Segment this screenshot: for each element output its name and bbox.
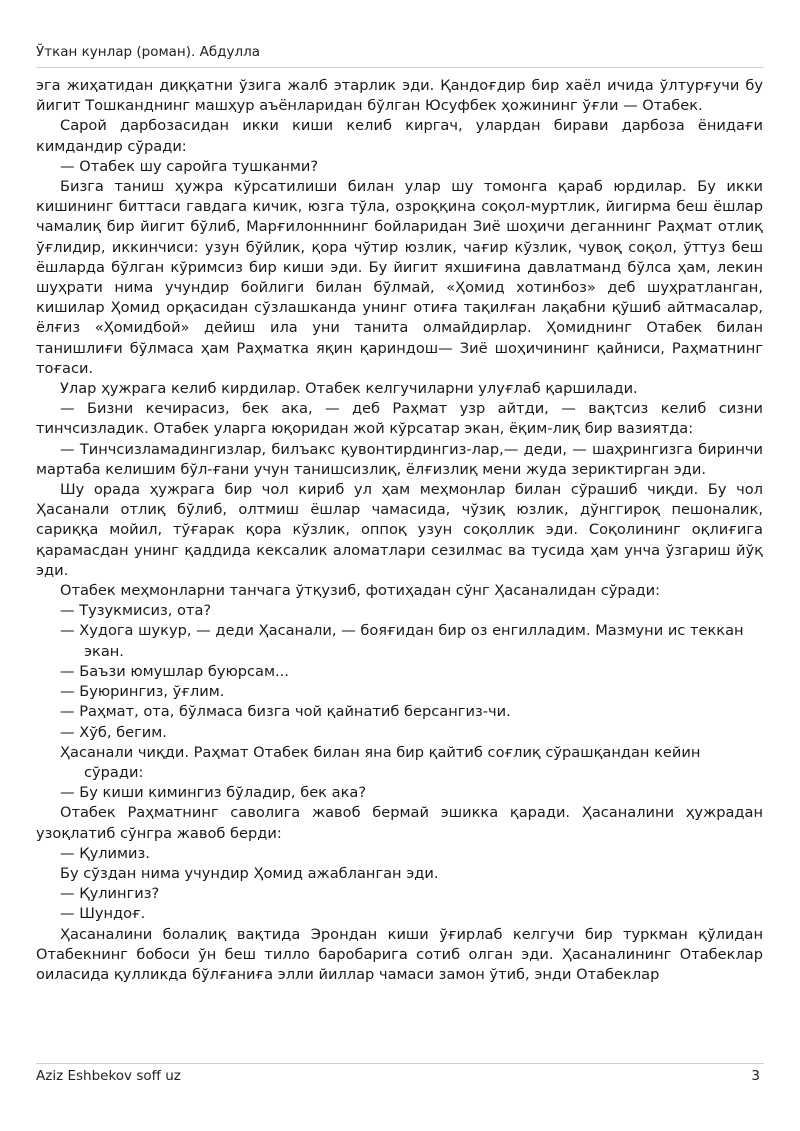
document-body	[36, 76, 763, 985]
paragraph: — Отабек шу саройга тушканми?	[60, 157, 319, 175]
paragraph: — Қулингиз?	[60, 885, 160, 903]
paragraph: Отабек Раҳматнинг саволига жавоб бермай эшикка қаради. Ҳасаналини ҳужрадан узоқлатиб сўнгра жавоб берди:	[36, 804, 763, 842]
header-divider	[36, 67, 764, 68]
paragraph: Улар ҳужрага келиб кирдилар. Отабек келгучиларни улуғлаб қаршилади.	[60, 380, 638, 398]
paragraph: Сарой дарбозасидан икки киши келиб киргач, улардан бирави дарбоза ёнидағи кимдандир сўради:	[36, 117, 763, 155]
paragraph: — Хўб, бегим.	[60, 723, 167, 741]
paragraph: — Шундоғ.	[60, 905, 146, 923]
paragraph: Отабек меҳмонларни танчага ўтқузиб, фотиҳадан сўнг Ҳасаналидан сўради:	[60, 582, 661, 600]
page-header: Ўткан кунлар (роман). Абдулла	[36, 44, 261, 60]
paragraph: Бизга таниш ҳужра кўрсатилиши билан улар шу томонга қараб юрдилар. Бу икки кишининг биттаси гавдага кичик, юзга тўла, озроққина соқол-муртлик, йигирма беш ёшлар чамалиқ бир йигит бўлиб, Марғилонннинг бойларидан Зиё шоҳичи деганнинг Раҳмат отлиқ ўғлидир, иккинчиси: узун бўйлик, қора чўтир юзлик, чағир кўзлик, чувоқ соқол, ўттуз беш ёшларда бўлган кўримсиз бир киши эди. Бу йигит яхшиғина давлатманд бўлса ҳам, лекин шуҳрати нима учундир бойлиги билан бўлмай, «Ҳомид хотинбоз» деб шуҳратланган, кишилар Ҳомид орқасидан сўзлашканда унинг отиға тақилған лақабни қўшиб айтмасалар, ёлғиз «Ҳомидбой» дейиш ила уни танита олмайдирлар. Ҳомиднинг Отабек билан танишлиғи бўлмаса ҳам Раҳматка яқин қариндош— Зиё шоҳичининг қайниси, Раҳматнинг тоғаси.	[36, 178, 763, 377]
paragraph: — Буюрингиз, ўғлим.	[60, 683, 225, 701]
paragraph: Ҳасанали чиқди. Раҳмат Отабек билан яна бир қайтиб соғлиқ сўрашқандан кейин сўради:	[60, 743, 701, 781]
footer-source: Aziz Eshbekov soff uz	[36, 1068, 181, 1084]
paragraph: Шу орада ҳужрага бир чол кириб ул ҳам меҳмонлар билан сўрашиб чиқди. Бу чол Ҳасанали отлиқ бўлиб, олтмиш ёшлар чамасида, чўзиқ юзлик, дўнггироқ пешоналик, сариққа мойил, тўғарак қора кўзлик, оппоқ узун соқоллик эди. Соқолининг оқлиғига қарамасдан унинг қаддида кексалик аломатлари сезилмас ва тусида ҳам унча ўзгариш йўқ эди.	[36, 481, 763, 579]
paragraph: Бу сўздан нима учундир Ҳомид ажабланган эди.	[60, 864, 439, 882]
paragraph: Ҳасаналини болалиқ вақтида Эрондан киши ўғирлаб келгучи бир туркман қўлидан Отабекнинг бобоси ўн беш тилло баробарига сотиб олган эди. Ҳасаналининг Отабеклар оиласида қулликда бўлғаниға элли йиллар чамаси замон ўтиб, энди Отабеклар	[36, 925, 763, 983]
paragraph: — Бизни кечирасиз, бек ака, — деб Раҳмат узр айтди, — вақтсиз келиб сизни тинчсизладик. Отабек уларга юқоридан жой кўрсатар экан, ёқим-лиқ бир вазиятда:	[36, 400, 763, 438]
footer-divider	[36, 1063, 764, 1064]
paragraph: — Тузукмисиз, ота?	[60, 602, 212, 620]
paragraph: эга жиҳатидан диққатни ўзига жалб этарлик эди. Қандоғдир бир хаёл ичида ўлтурғучи бу йигит Тошканднинг машҳур аъёнларидан бўлган Юсуфбек ҳожининг ўғли — Отабек.	[36, 77, 763, 115]
paragraph: — Қулимиз.	[60, 844, 150, 862]
paragraph: — Баъзи юмушлар буюрсам...	[60, 662, 289, 680]
paragraph: — Худога шукур, — деди Ҳасанали, — бояғидан бир оз енгилладим. Мазмуни ис теккан экан.	[60, 622, 744, 660]
page-number: 3	[751, 1068, 760, 1084]
paragraph: — Бу киши кимингиз бўладир, бек ака?	[60, 784, 367, 802]
paragraph: — Тинчсизламадингизлар, билъакс қувонтирдингиз-лар,— деди, — шаҳрингизга биринчи мартаба келишим бўл-ғани учун танишсизлиқ, ёлғизлиқ мени жуда зериктирган эди.	[36, 440, 763, 478]
paragraph: — Раҳмат, ота, бўлмаса бизга чой қайнатиб берсангиз-чи.	[60, 703, 511, 721]
